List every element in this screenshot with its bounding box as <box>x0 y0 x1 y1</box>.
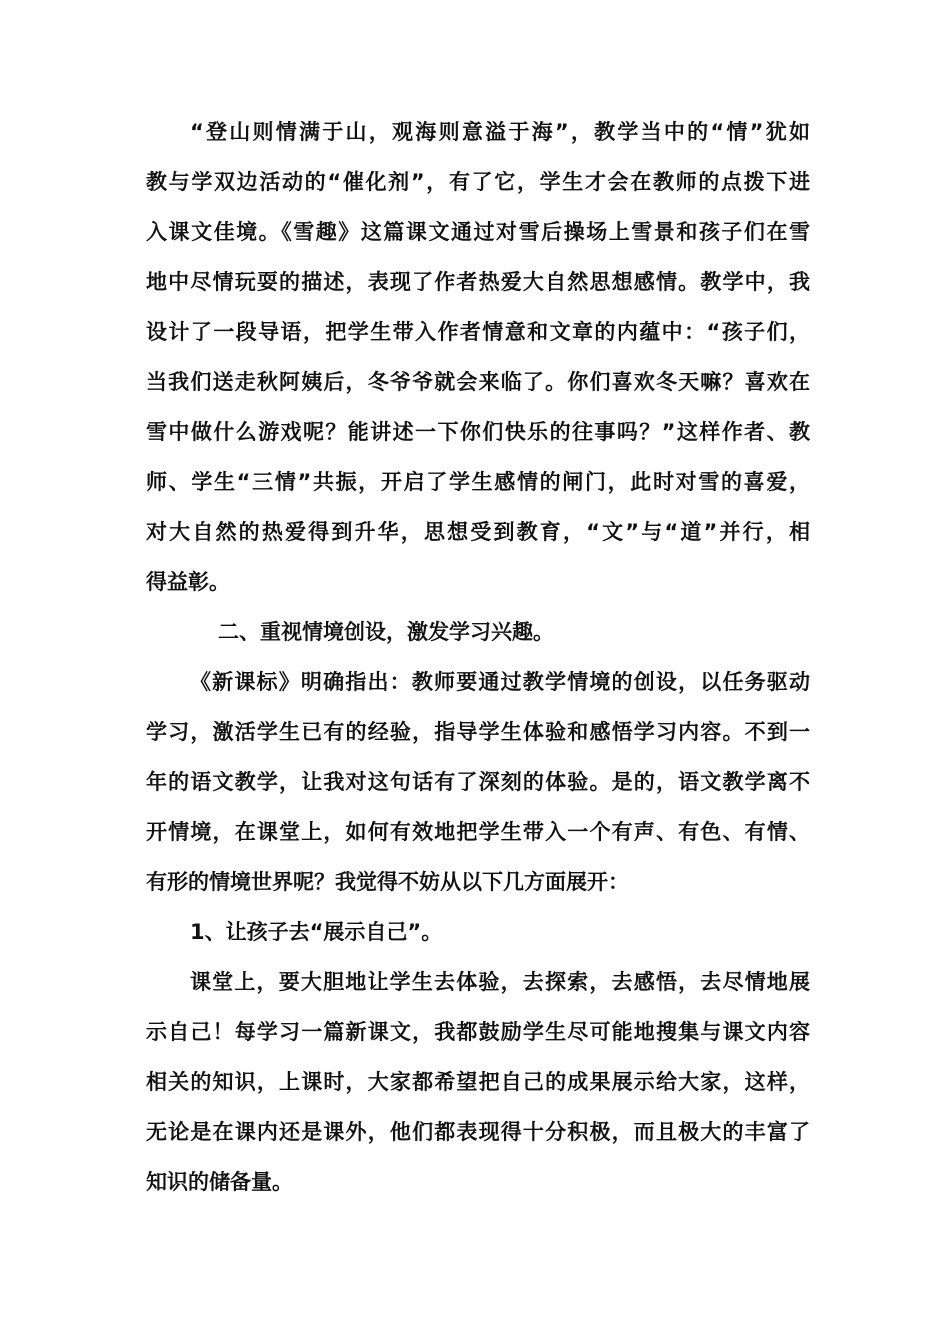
section-heading <box>146 607 810 657</box>
subheading-line: 1、让孩子去“展示自己”。 <box>190 920 443 944</box>
text-line: 学习，激活学生已有的经验，指导学生体验和感悟学习内容。不到一 <box>146 720 810 744</box>
paragraph-curriculum <box>146 657 810 907</box>
paragraph-showcase <box>146 957 810 1207</box>
text-line: 当我们送走秋阿姨后，冬爷爷就会来临了。你们喜欢冬天嘛？喜欢在 <box>146 370 810 394</box>
subsection-heading <box>146 907 810 957</box>
text-line: 课堂上，要大胆地让学生去体验，去探索，去感悟，去尽情地展 <box>190 970 810 994</box>
text-line: 开情境，在课堂上，如何有效地把学生带入一个有声、有色、有情、 <box>146 820 810 844</box>
paragraph-emotion <box>146 107 810 607</box>
text-line: 知识的储备量。 <box>146 1170 293 1194</box>
text-line: 设计了一段导语，把学生带入作者情意和文章的内蕴中：“孩子们， <box>146 320 810 344</box>
text-line: 雪中做什么游戏呢？能讲述一下你们快乐的往事吗？”这样作者、教 <box>146 420 810 444</box>
text-line: 年的语文教学，让我对这句话有了深刻的体验。是的，语文教学离不 <box>146 770 810 794</box>
text-line: 有形的情境世界呢？我觉得不妨从以下几方面展开： <box>146 870 629 894</box>
text-line: 无论是在课内还是课外，他们都表现得十分积极，而且极大的丰富了 <box>146 1120 810 1144</box>
text-line: 相关的知识，上课时，大家都希望把自己的成果展示给大家，这样， <box>146 1070 810 1094</box>
text-line: 地中尽情玩耍的描述，表现了作者热爱大自然思想感情。教学中，我 <box>146 270 810 294</box>
text-line: 入课文佳境。《雪趣》这篇课文通过对雪后操场上雪景和孩子们在雪 <box>146 220 810 244</box>
text-line: 教与学双边活动的“催化剂”，有了它，学生才会在教师的点拨下进 <box>146 170 810 194</box>
text-line: 《新课标》明确指出：教师要通过教学情境的创设，以任务驱动 <box>190 670 810 694</box>
document-body <box>146 107 810 1207</box>
text-line: 师、学生“三情”共振，开启了学生感情的闸门，此时对雪的喜爱， <box>146 470 810 494</box>
text-line: 对大自然的热爱得到升华，思想受到教育，“文”与“道”并行，相 <box>146 520 810 544</box>
text-line: “登山则情满于山，观海则意溢于海”，教学当中的“情”犹如 <box>190 120 810 144</box>
heading-line: 二、重视情境创设，激发学习兴趣。 <box>218 620 554 644</box>
text-line: 得益彰。 <box>146 570 230 594</box>
text-line: 示自己！每学习一篇新课文，我都鼓励学生尽可能地搜集与课文内容 <box>146 1020 810 1044</box>
